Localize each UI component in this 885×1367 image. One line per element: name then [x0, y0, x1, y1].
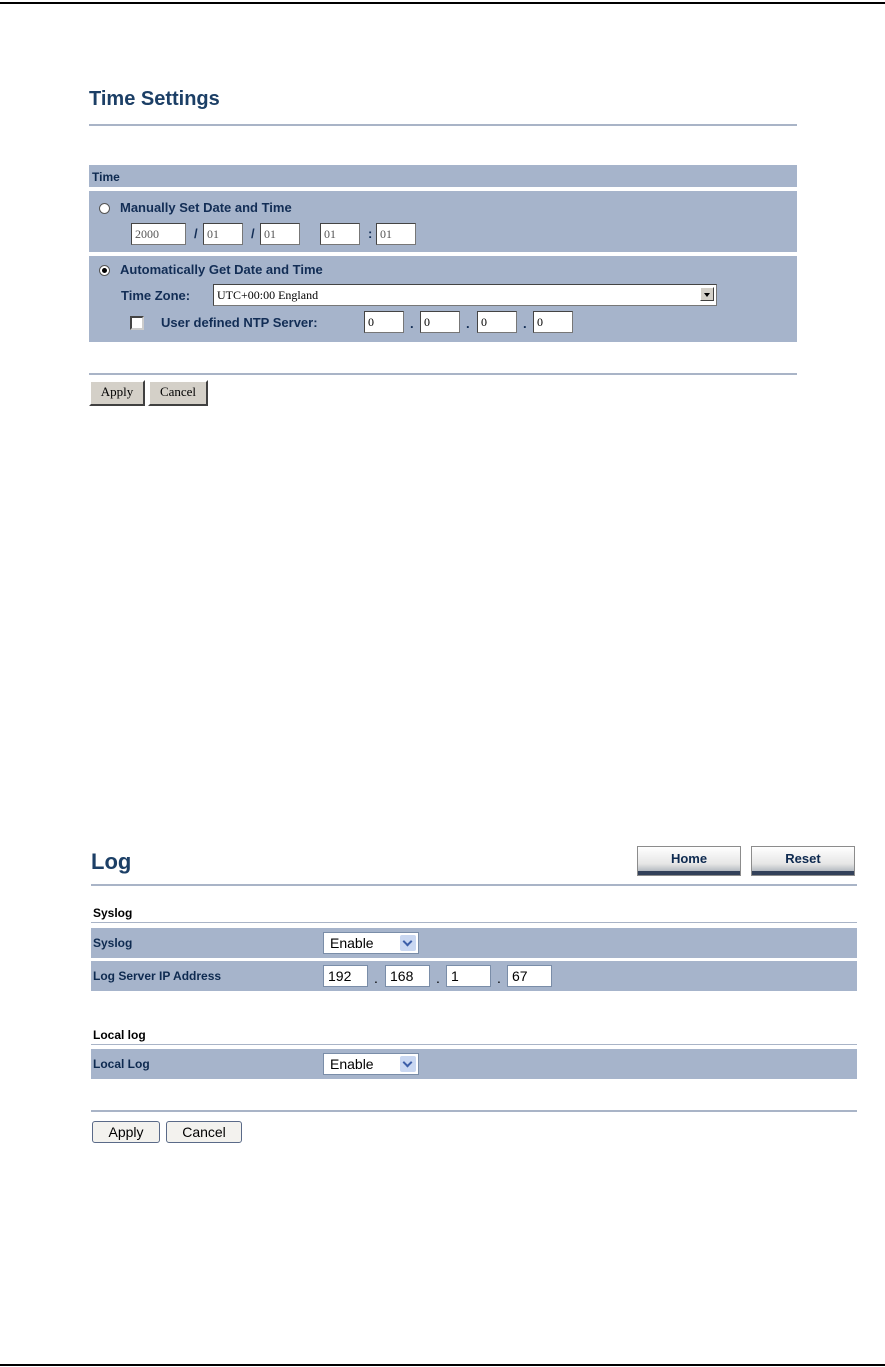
ntp-octet-1[interactable]: 0	[364, 311, 404, 333]
time-settings-title: Time Settings	[89, 88, 220, 110]
syslog-section-label: Syslog	[93, 906, 133, 920]
syslog-value: Enable	[330, 935, 374, 951]
ntp-octet-4[interactable]: 0	[533, 311, 573, 333]
bottom-rule	[0, 1364, 885, 1366]
ntp-octet-2[interactable]: 0	[420, 311, 460, 333]
title-underline	[89, 124, 797, 126]
log-server-octet-3[interactable]: 1	[446, 965, 491, 987]
syslog-row	[91, 928, 857, 958]
local-log-select[interactable]	[323, 1053, 419, 1075]
ntp-dot: .	[523, 316, 527, 331]
hour-input[interactable]: 01	[320, 223, 360, 245]
auto-radio[interactable]	[99, 265, 110, 276]
date-sep: /	[251, 226, 255, 241]
ntp-label: User defined NTP Server:	[161, 315, 318, 330]
month-input[interactable]: 01	[203, 223, 243, 245]
syslog-section-rule	[91, 922, 857, 923]
time-apply-button[interactable]: Apply	[89, 380, 145, 406]
chevron-down-icon[interactable]	[400, 1056, 416, 1072]
form-divider	[89, 373, 797, 375]
log-title-underline	[91, 884, 857, 886]
local-log-section-label: Local log	[93, 1028, 146, 1042]
ntp-dot: .	[466, 316, 470, 331]
ntp-dot: .	[410, 316, 414, 331]
ntp-checkbox[interactable]	[130, 316, 144, 330]
auto-label: Automatically Get Date and Time	[120, 262, 323, 277]
local-log-label: Local Log	[93, 1057, 150, 1071]
log-server-octet-4[interactable]: 67	[507, 965, 552, 987]
log-server-octet-2[interactable]: 168	[385, 965, 430, 987]
home-button[interactable]: Home	[637, 846, 741, 876]
chevron-down-icon[interactable]	[400, 935, 416, 951]
timezone-select[interactable]	[213, 284, 717, 306]
local-log-section-rule	[91, 1044, 857, 1045]
time-section-header	[89, 165, 797, 187]
top-rule	[0, 2, 885, 4]
chevron-down-icon[interactable]	[700, 287, 714, 301]
time-cancel-button[interactable]: Cancel	[148, 380, 208, 406]
year-input[interactable]: 2000	[131, 223, 186, 245]
log-form-divider	[91, 1110, 857, 1112]
ip-dot: .	[374, 970, 378, 986]
local-log-value: Enable	[330, 1056, 374, 1072]
ntp-octet-3[interactable]: 0	[477, 311, 517, 333]
date-sep: /	[194, 226, 198, 241]
time-sep: :	[368, 226, 373, 241]
local-log-row	[91, 1049, 857, 1079]
syslog-select[interactable]	[323, 932, 419, 954]
manual-label: Manually Set Date and Time	[120, 200, 292, 215]
reset-button[interactable]: Reset	[751, 846, 855, 876]
log-title: Log	[91, 849, 132, 874]
log-server-octet-1[interactable]: 192	[323, 965, 368, 987]
minute-input[interactable]: 01	[376, 223, 416, 245]
syslog-label: Syslog	[93, 936, 133, 950]
timezone-value: UTC+00:00 England	[217, 288, 319, 302]
log-server-label: Log Server IP Address	[93, 969, 222, 983]
manual-radio[interactable]	[99, 203, 110, 214]
log-apply-button[interactable]: Apply	[92, 1121, 160, 1143]
log-cancel-button[interactable]: Cancel	[166, 1121, 242, 1143]
day-input[interactable]: 01	[260, 223, 300, 245]
time-section-label: Time	[92, 170, 120, 184]
ip-dot: .	[436, 970, 440, 986]
timezone-label: Time Zone:	[121, 288, 191, 303]
ip-dot: .	[497, 970, 501, 986]
